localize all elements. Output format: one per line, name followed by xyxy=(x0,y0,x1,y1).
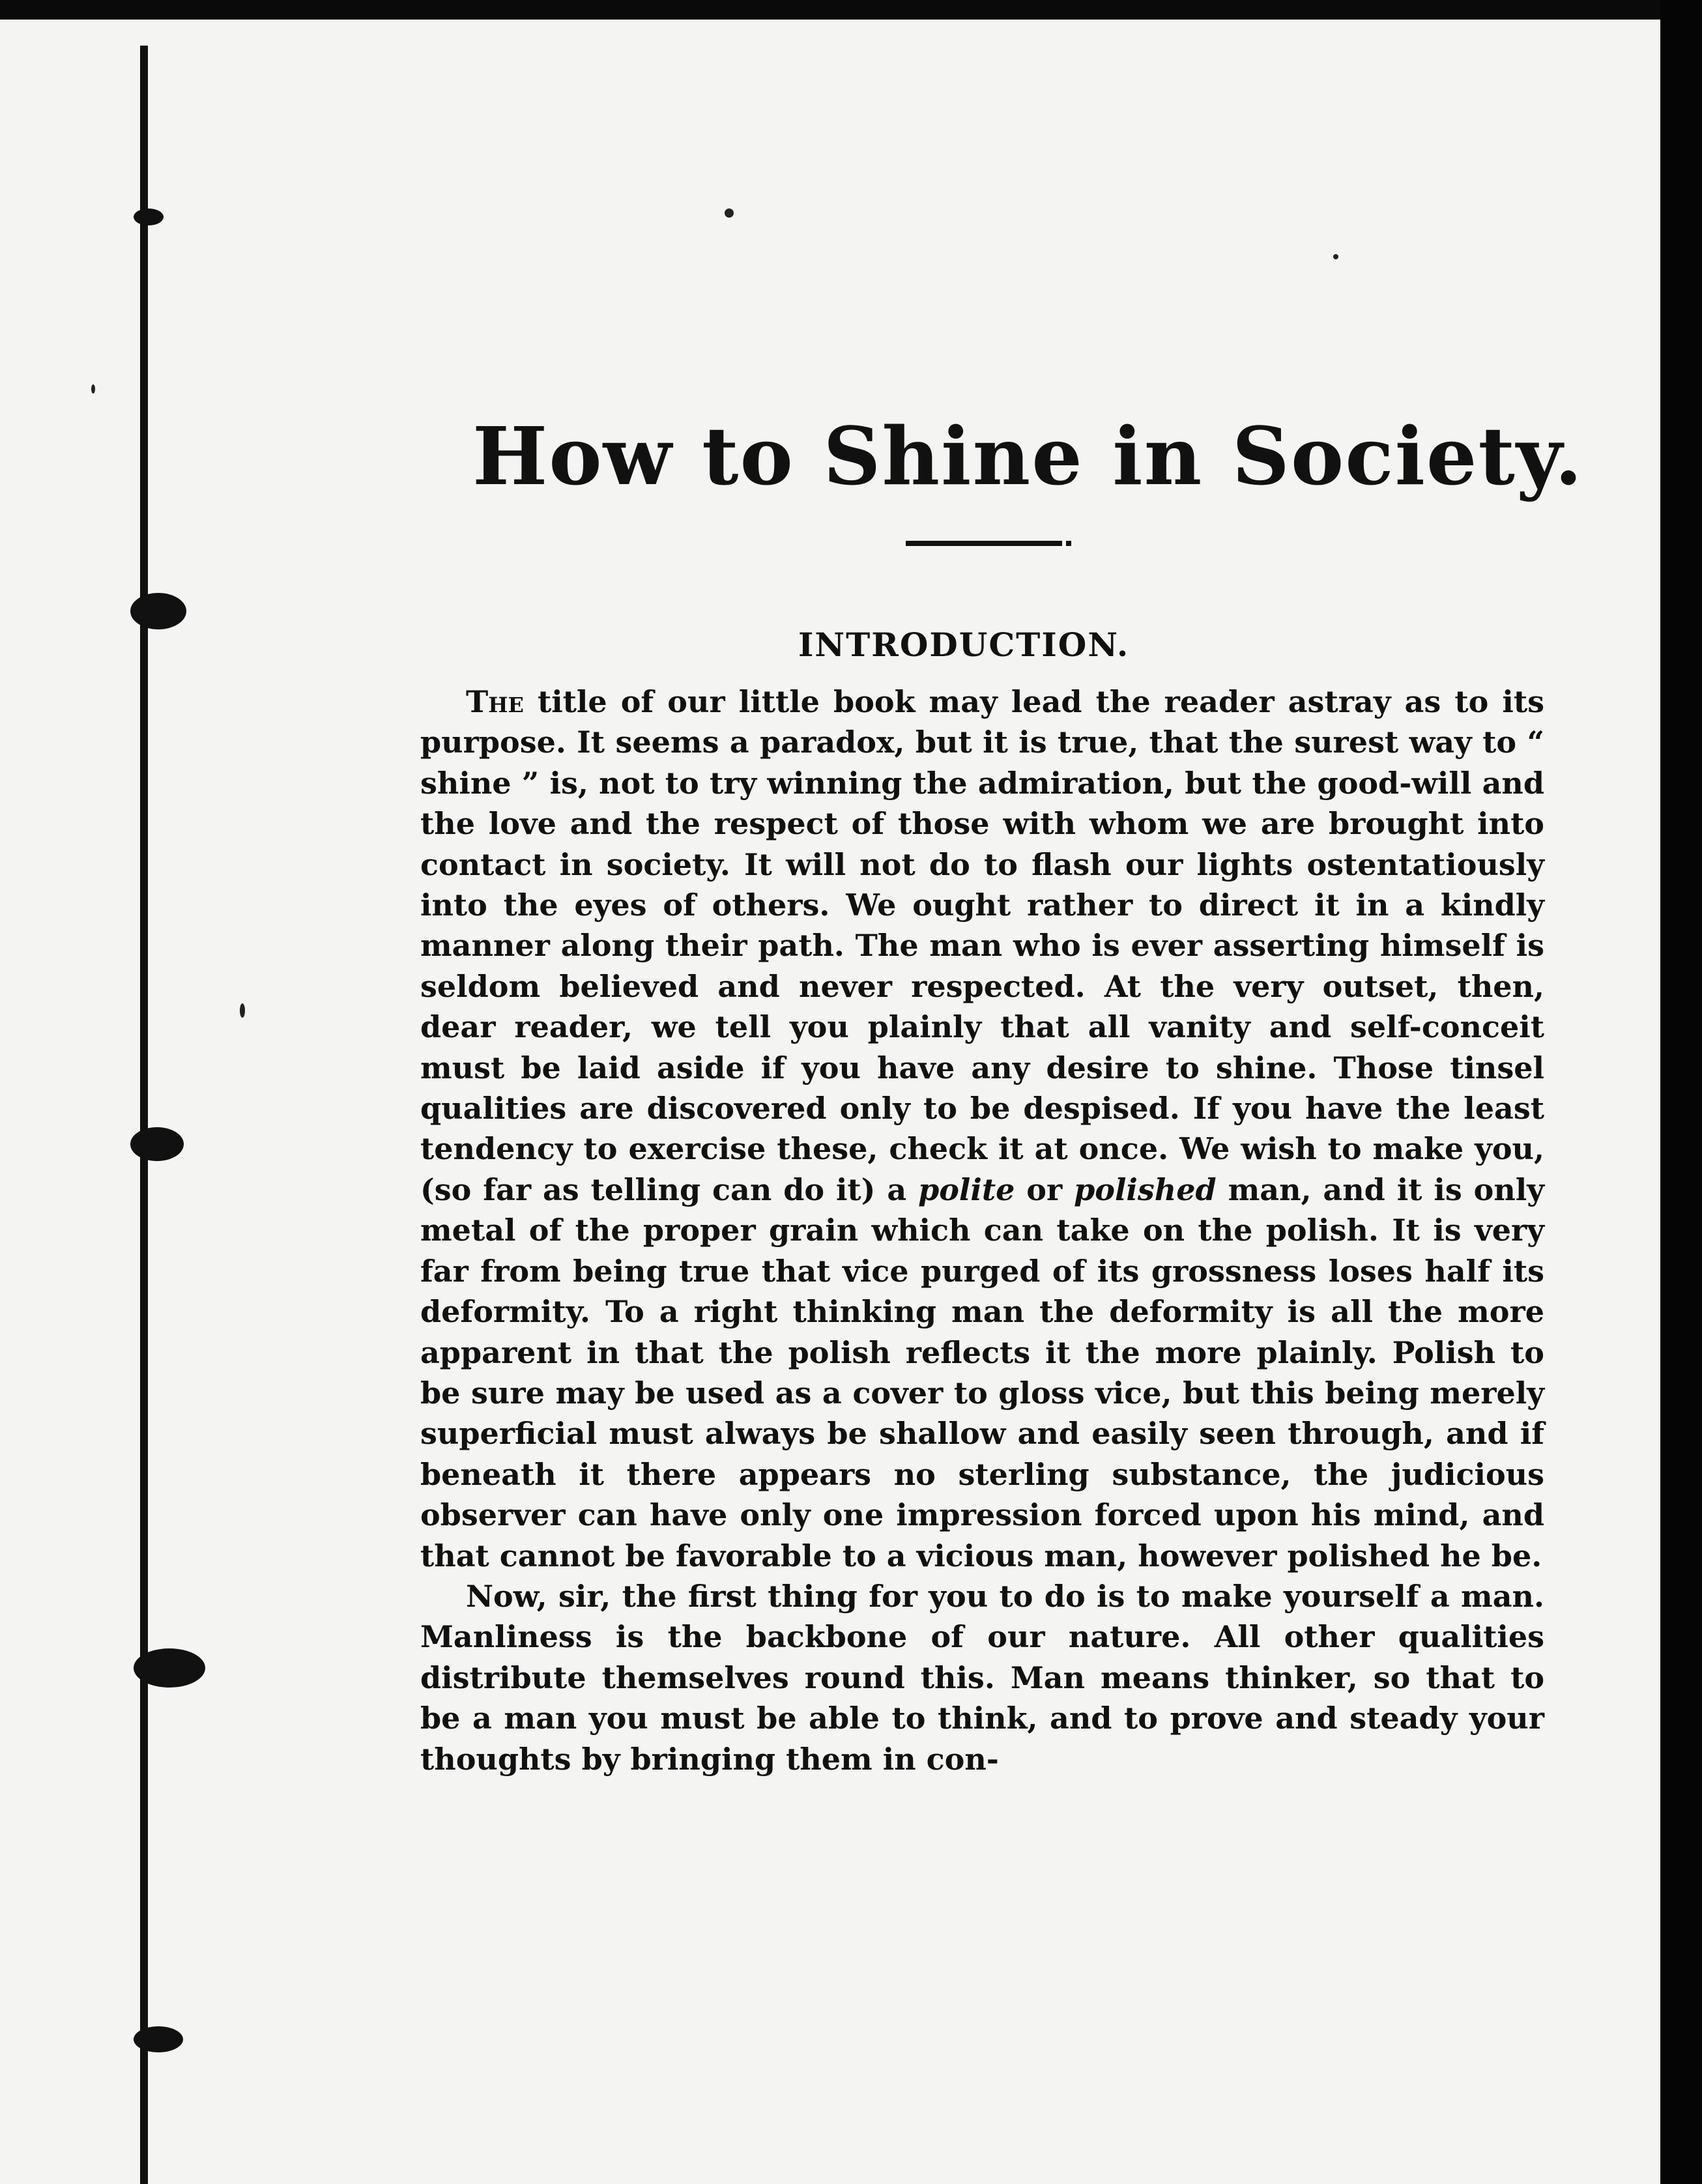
scanned-page xyxy=(0,20,1660,2184)
paragraph-lead-word: The xyxy=(466,684,524,719)
ink-speck xyxy=(1333,254,1338,259)
book-title: How to Shine in Society. xyxy=(472,409,1584,503)
title-rule xyxy=(906,541,1062,546)
paragraph-1-connector: or xyxy=(1015,1171,1075,1207)
binding-stitch xyxy=(134,208,164,225)
ink-speck xyxy=(91,384,95,394)
paragraph-1-text: title of our little book may lead the reader astray as to its purpose. It seems a paradox, but it is true, that the surest way to “ shine ” is, not to try winning the admiration, but the good-will and the love and the respect of those with whom we are brought into contact in society. It will not do to flash our lights ostentatiously into the eyes of others. We ought rather to direct it in a kindly manner along their path. The man who is ever asserting himself is seldom believed and never respected. At the very outset, then, dear reader, we tell you plainly that all vanity and self-conceit must be laid aside if you have any desire to shine. Those tinsel qualities are discovered only to be despised. If you have the least tendency to exercise these, check it at once. We wish to make you, (so far as telling can do it) a xyxy=(420,684,1544,1207)
paragraph-1 xyxy=(420,682,1544,1576)
binding-line xyxy=(140,46,148,2184)
binding-stitch xyxy=(134,1648,205,1688)
italic-word-polished: polished xyxy=(1074,1171,1217,1207)
scan-border xyxy=(1660,0,1702,2184)
binding-stitch xyxy=(130,1127,184,1161)
body-text xyxy=(420,682,1544,1779)
paragraph-1-rest: man, and it is only metal of the proper grain which can take on the polish. It is very far from being true that vice purged of its grossness loses half its deformity. To a right thinking man the deformity is all the more apparent in that the polish reflects it the more plainly. Polish to be sure may be used as a cover to gloss vice, but this being merely superficial must always be shallow and easily seen through, and if beneath it there appears no sterling substance, the judicious observer can have only one impression forced upon his mind, and that cannot be favorable to a vicious man, however polished he be. xyxy=(420,1171,1544,1573)
italic-word-polite: polite xyxy=(918,1171,1015,1207)
binding-stitch xyxy=(130,593,186,629)
section-heading: INTRODUCTION. xyxy=(798,625,1130,664)
ink-speck xyxy=(240,1003,245,1018)
page-content xyxy=(420,397,1584,1779)
binding-stitch xyxy=(134,2026,183,2052)
paragraph-2: Now, sir, the first thing for you to do is to make yourself a man. Manliness is the backbone of our nature. All other qualities distribute themselves round this. Man means thinker, so that to be a man you must be able to think, and to prove and steady your thoughts by bringing them in con- xyxy=(420,1578,1544,1777)
ink-speck xyxy=(725,208,734,218)
